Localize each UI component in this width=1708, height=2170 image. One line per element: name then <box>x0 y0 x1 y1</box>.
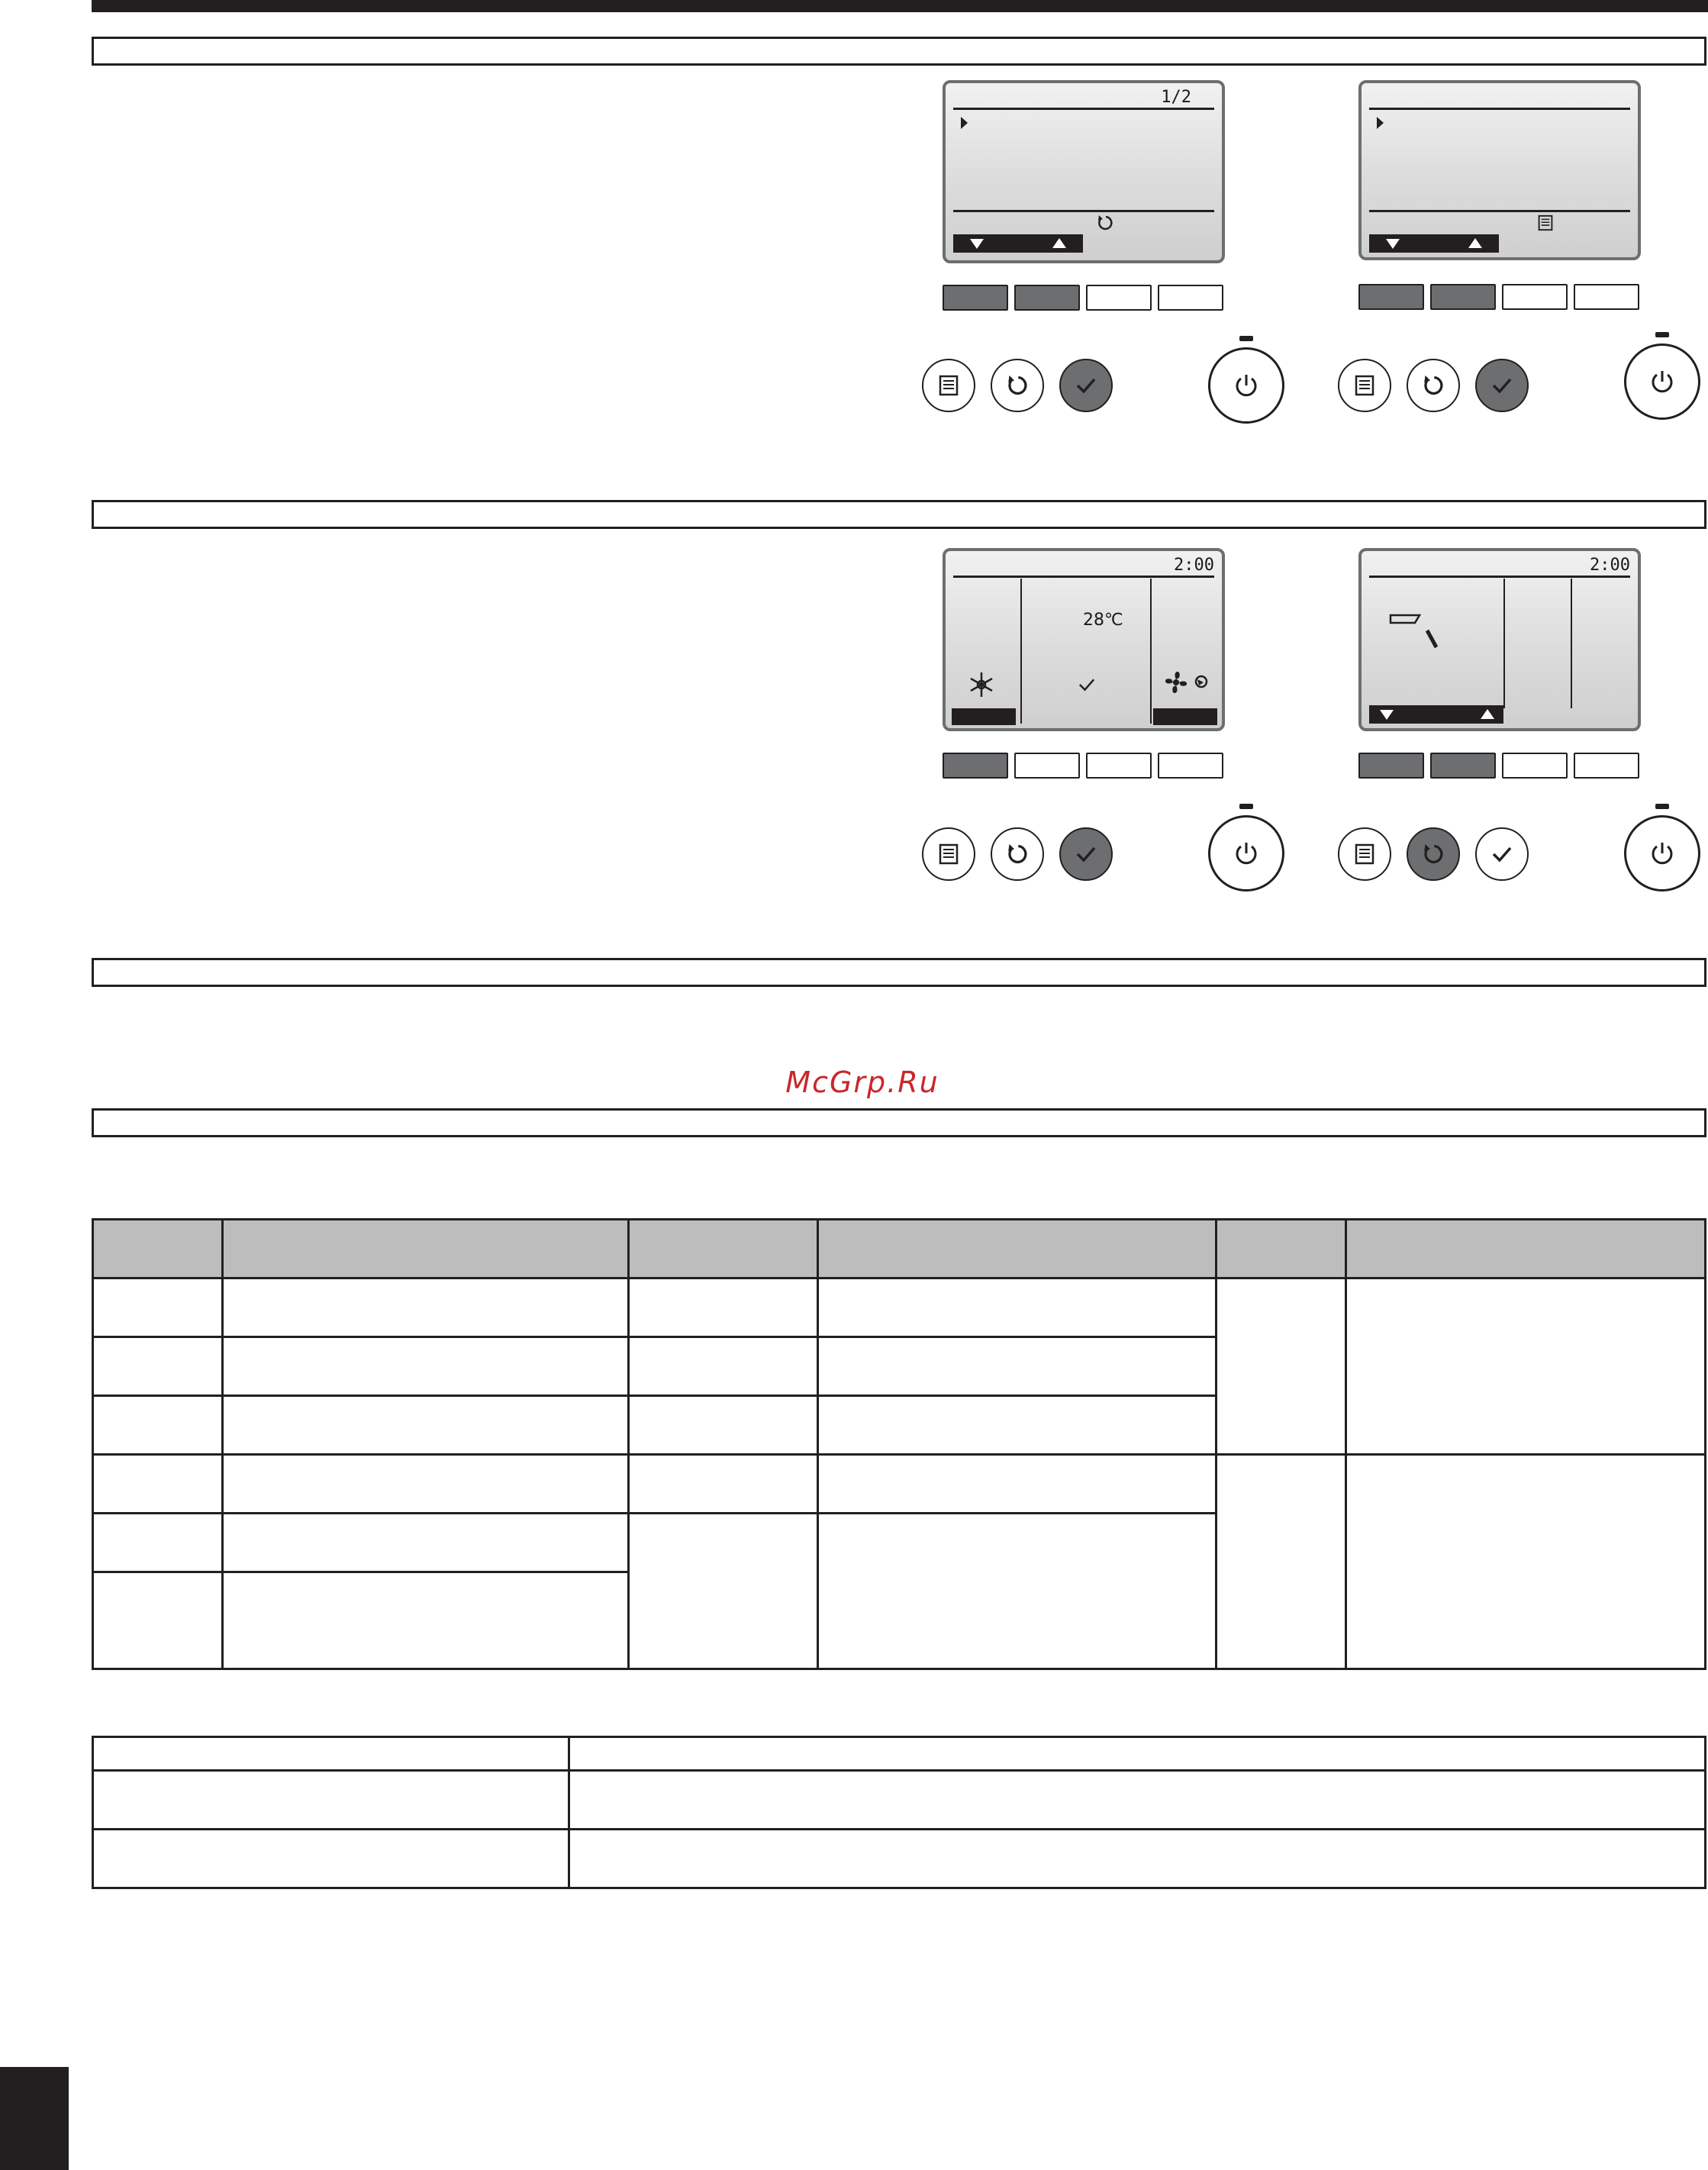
function-key-f3[interactable] <box>1086 285 1152 311</box>
lcd-screen <box>1358 548 1641 731</box>
lcd-screen <box>943 548 1225 731</box>
check-icon <box>1072 372 1100 399</box>
down-arrow-icon <box>1386 239 1400 249</box>
scroll-nav-bar <box>1369 234 1499 253</box>
function-key-f1[interactable] <box>943 285 1008 311</box>
scroll-nav-bar <box>1369 705 1503 724</box>
page-indicator: 1/2 <box>1161 88 1191 107</box>
function-key-f1[interactable] <box>943 753 1008 779</box>
check-icon <box>1074 673 1100 696</box>
section-header-2 <box>92 500 1706 529</box>
power-led <box>1239 804 1253 809</box>
menu-button[interactable] <box>922 359 975 412</box>
return-icon <box>1420 372 1446 398</box>
watermark: McGrp.Ru <box>785 1066 939 1099</box>
remote-controller-1 <box>943 80 1301 439</box>
function-key-f2[interactable] <box>1014 753 1080 779</box>
table-row <box>93 1830 1706 1888</box>
divider <box>1571 579 1572 708</box>
spec-table-1 <box>92 1218 1706 1670</box>
function-keys <box>1358 753 1648 780</box>
return-icon <box>1004 372 1030 398</box>
power-led <box>1239 336 1253 341</box>
power-icon <box>1231 370 1262 401</box>
section-header-3 <box>92 958 1706 987</box>
select-button[interactable] <box>1475 827 1529 881</box>
function-key-f4[interactable] <box>1158 753 1223 779</box>
return-button[interactable] <box>1407 359 1460 412</box>
top-bar <box>92 0 1708 12</box>
menu-icon <box>1536 213 1555 233</box>
menu-button[interactable] <box>1338 359 1391 412</box>
scroll-nav-bar <box>953 234 1083 253</box>
divider <box>1503 579 1505 708</box>
table-row <box>93 1771 1706 1830</box>
function-key-f4[interactable] <box>1574 753 1639 779</box>
power-button[interactable] <box>1208 815 1284 892</box>
check-icon <box>1488 372 1516 399</box>
return-icon <box>1095 213 1115 233</box>
section-header-4 <box>92 1108 1706 1137</box>
lcd-screen <box>1358 80 1641 260</box>
section-header-1 <box>92 37 1706 66</box>
power-led <box>1655 332 1669 337</box>
spec-table-2 <box>92 1736 1706 1889</box>
divider <box>953 108 1214 110</box>
function-keys <box>1358 284 1648 311</box>
menu-button[interactable] <box>1338 827 1391 881</box>
function-key-f2[interactable] <box>1430 284 1496 310</box>
table-header-row <box>93 1220 1706 1278</box>
power-icon <box>1647 366 1677 397</box>
down-arrow-icon <box>970 239 984 249</box>
return-button[interactable] <box>1407 827 1460 881</box>
power-button[interactable] <box>1624 815 1700 892</box>
power-led <box>1655 804 1669 809</box>
power-button[interactable] <box>1208 347 1284 424</box>
return-button[interactable] <box>991 359 1044 412</box>
function-key-f4[interactable] <box>1158 285 1223 311</box>
up-arrow-icon <box>1052 238 1066 248</box>
table-row <box>93 1278 1706 1337</box>
fan-icon <box>1161 667 1191 698</box>
table-header-row <box>93 1737 1706 1771</box>
function-key-f1[interactable] <box>1358 284 1424 310</box>
function-key-f4[interactable] <box>1574 284 1639 310</box>
function-key-f2[interactable] <box>1430 753 1496 779</box>
divider <box>1150 579 1152 724</box>
menu-icon <box>1352 372 1378 398</box>
table-row <box>93 1455 1706 1514</box>
select-button[interactable] <box>1475 359 1529 412</box>
remote-controller-4 <box>1358 548 1708 907</box>
function-key-f1[interactable] <box>1358 753 1424 779</box>
remote-controller-3 <box>943 548 1301 907</box>
select-button[interactable] <box>1059 827 1113 881</box>
power-icon <box>1647 838 1677 869</box>
down-arrow-icon <box>1380 710 1394 720</box>
function-keys <box>943 753 1233 780</box>
return-icon <box>1004 841 1030 867</box>
divider <box>1369 576 1630 578</box>
return-button[interactable] <box>991 827 1044 881</box>
divider <box>1369 108 1630 110</box>
cursor-icon <box>961 117 968 129</box>
clock-readout: 2:00 <box>1174 556 1214 575</box>
return-icon <box>1420 841 1446 867</box>
function-keys <box>943 285 1233 312</box>
function-key-f3[interactable] <box>1086 753 1152 779</box>
power-icon <box>1231 838 1262 869</box>
menu-icon <box>1352 841 1378 867</box>
clock-readout: 2:00 <box>1590 556 1630 575</box>
function-key-f3[interactable] <box>1502 753 1568 779</box>
divider <box>953 210 1214 212</box>
power-button[interactable] <box>1624 343 1700 420</box>
select-button[interactable] <box>1059 359 1113 412</box>
remote-controller-2 <box>1358 80 1708 439</box>
check-icon <box>1488 840 1516 868</box>
auto-fan-icon <box>1193 673 1210 690</box>
cursor-icon <box>1377 117 1384 129</box>
function-key-f2[interactable] <box>1014 285 1080 311</box>
vane-position-icon <box>1384 605 1445 666</box>
set-temperature: 28℃ <box>1083 611 1123 630</box>
divider <box>1020 579 1022 724</box>
lcd-screen <box>943 80 1225 263</box>
snowflake-icon <box>967 670 996 699</box>
page-tab-marker <box>0 2067 69 2170</box>
up-arrow-icon <box>1468 238 1482 248</box>
up-arrow-icon <box>1481 709 1494 719</box>
menu-icon <box>936 841 962 867</box>
check-icon <box>1072 840 1100 868</box>
key-label-bar <box>1153 708 1217 725</box>
divider <box>953 576 1214 578</box>
divider <box>1369 210 1630 212</box>
key-label-bar <box>952 708 1016 725</box>
menu-icon <box>936 372 962 398</box>
function-key-f3[interactable] <box>1502 284 1568 310</box>
menu-button[interactable] <box>922 827 975 881</box>
